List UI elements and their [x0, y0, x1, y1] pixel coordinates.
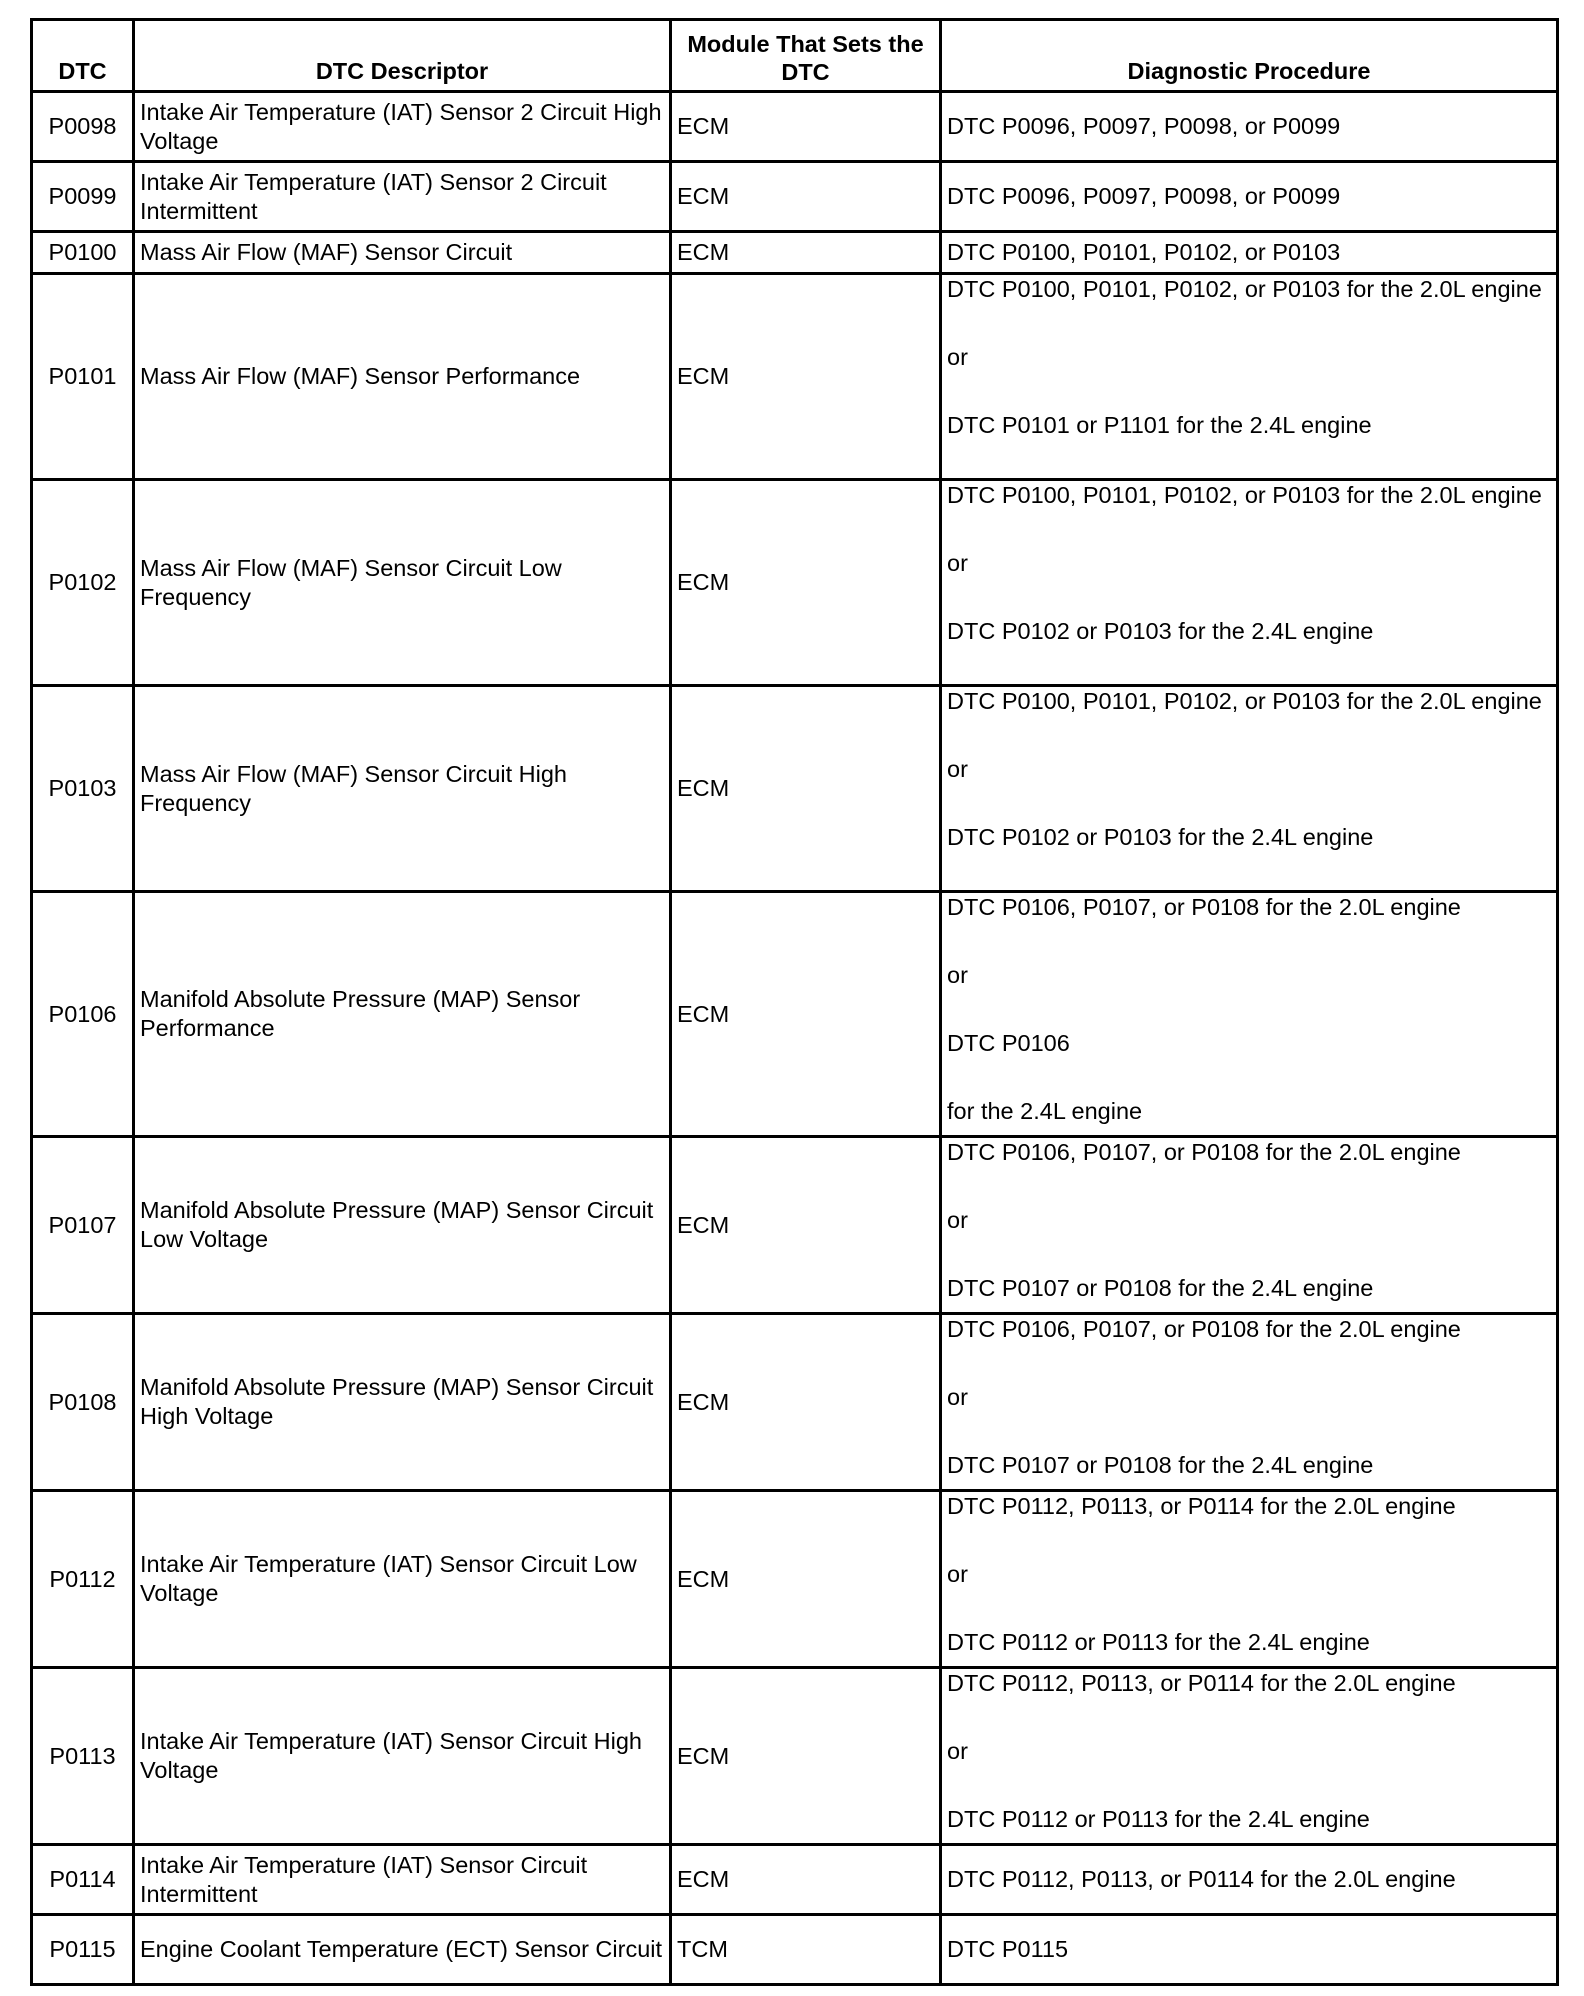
line-gap: [947, 304, 1551, 343]
module-name: ECM: [671, 480, 941, 686]
procedure-line: DTC P0100, P0101, P0102, or P0103: [947, 239, 1341, 265]
procedure-line: DTC P0106, P0107, or P0108 for the 2.0L engine: [947, 894, 1461, 920]
procedure-line: DTC P0107 or P0108 for the 2.4L engine: [947, 1275, 1374, 1301]
table-row: [32, 480, 1558, 686]
table-row: [32, 1491, 1558, 1668]
procedure-line: or: [947, 962, 968, 988]
diagnostic-procedure: [941, 92, 1558, 162]
table-row: [32, 232, 1558, 274]
module-name: ECM: [671, 686, 941, 892]
module-name: ECM: [671, 232, 941, 274]
module-name: ECM: [671, 92, 941, 162]
diagnostic-procedure: [941, 1668, 1558, 1845]
diagnostic-procedure: [941, 232, 1558, 274]
line-gap: [947, 510, 1551, 549]
procedure-line: DTC P0112, P0113, or P0114 for the 2.0L engine: [947, 1670, 1456, 1696]
table-row: [32, 686, 1558, 892]
line-gap: [947, 1521, 1551, 1560]
procedure-line: or: [947, 344, 968, 370]
dtc-descriptor: Manifold Absolute Pressure (MAP) Sensor Circuit High Voltage: [134, 1314, 671, 1491]
dtc-code: P0100: [32, 232, 134, 274]
dtc-descriptor: Mass Air Flow (MAF) Sensor Circuit High Frequency: [134, 686, 671, 892]
diagnostic-procedure: [941, 892, 1558, 1137]
table-row: [32, 892, 1558, 1137]
procedure-line: or: [947, 550, 968, 576]
dtc-descriptor: Intake Air Temperature (IAT) Sensor Circuit Intermittent: [134, 1845, 671, 1915]
dtc-code: P0112: [32, 1491, 134, 1668]
procedure-line: or: [947, 756, 968, 782]
dtc-code: P0102: [32, 480, 134, 686]
line-gap: [947, 1766, 1551, 1805]
diagnostic-procedure: [941, 1845, 1558, 1915]
diagnostic-procedure: [941, 274, 1558, 480]
dtc-code: P0107: [32, 1137, 134, 1314]
procedure-line: DTC P0112 or P0113 for the 2.4L engine: [947, 1806, 1370, 1832]
dtc-table: [30, 18, 1559, 1986]
table-body: [32, 92, 1558, 1985]
line-gap: [947, 1167, 1551, 1206]
diagnostic-procedure: [941, 1915, 1558, 1985]
line-gap: [947, 1589, 1551, 1628]
dtc-descriptor: Mass Air Flow (MAF) Sensor Performance: [134, 274, 671, 480]
line-gap: [947, 922, 1551, 961]
line-gap: [947, 1698, 1551, 1737]
procedure-line: or: [947, 1207, 968, 1233]
procedure-line: DTC P0112 or P0113 for the 2.4L engine: [947, 1629, 1370, 1655]
module-name: ECM: [671, 1314, 941, 1491]
procedure-line: DTC P0100, P0101, P0102, or P0103 for the 2.0L engine: [947, 688, 1542, 714]
procedure-line: or: [947, 1561, 968, 1587]
module-name: ECM: [671, 892, 941, 1137]
dtc-code: P0101: [32, 274, 134, 480]
header-dtc: DTC: [32, 20, 134, 92]
dtc-code: P0115: [32, 1915, 134, 1985]
diagnostic-procedure: [941, 480, 1558, 686]
dtc-descriptor: Mass Air Flow (MAF) Sensor Circuit: [134, 232, 671, 274]
diagnostic-procedure: [941, 1491, 1558, 1668]
procedure-line: or: [947, 1384, 968, 1410]
procedure-line: DTC P0100, P0101, P0102, or P0103 for the 2.0L engine: [947, 276, 1542, 302]
dtc-code: P0113: [32, 1668, 134, 1845]
dtc-descriptor: Mass Air Flow (MAF) Sensor Circuit Low Frequency: [134, 480, 671, 686]
line-gap: [947, 372, 1551, 411]
procedure-line: DTC P0096, P0097, P0098, or P0099: [947, 183, 1341, 209]
table-row: [32, 162, 1558, 232]
table-row: [32, 92, 1558, 162]
dtc-code: P0099: [32, 162, 134, 232]
module-name: ECM: [671, 1137, 941, 1314]
module-name: ECM: [671, 162, 941, 232]
line-gap: [947, 784, 1551, 823]
module-name: ECM: [671, 1491, 941, 1668]
line-gap: [947, 716, 1551, 755]
table-row: [32, 1668, 1558, 1845]
diagnostic-procedure: [941, 1314, 1558, 1491]
module-name: TCM: [671, 1915, 941, 1985]
procedure-line: DTC P0115: [947, 1936, 1069, 1962]
procedure-line: DTC P0106, P0107, or P0108 for the 2.0L engine: [947, 1139, 1461, 1165]
line-gap: [947, 1344, 1551, 1383]
diagnostic-procedure: [941, 1137, 1558, 1314]
dtc-code: P0114: [32, 1845, 134, 1915]
dtc-descriptor: Manifold Absolute Pressure (MAP) Sensor Circuit Low Voltage: [134, 1137, 671, 1314]
module-name: ECM: [671, 274, 941, 480]
module-name: ECM: [671, 1845, 941, 1915]
procedure-line: DTC P0096, P0097, P0098, or P0099: [947, 113, 1341, 139]
procedure-line: for the 2.4L engine: [947, 1098, 1143, 1124]
procedure-line: DTC P0102 or P0103 for the 2.4L engine: [947, 618, 1374, 644]
line-gap: [947, 1235, 1551, 1274]
dtc-code: P0098: [32, 92, 134, 162]
diagnostic-procedure: [941, 686, 1558, 892]
procedure-line: DTC P0101 or P1101 for the 2.4L engine: [947, 412, 1372, 438]
dtc-descriptor: Intake Air Temperature (IAT) Sensor 2 Circuit Intermittent: [134, 162, 671, 232]
procedure-line: DTC P0112, P0113, or P0114 for the 2.0L engine: [947, 1493, 1456, 1519]
line-gap: [947, 578, 1551, 617]
procedure-line: DTC P0107 or P0108 for the 2.4L engine: [947, 1452, 1374, 1478]
table-row: [32, 1137, 1558, 1314]
procedure-line: DTC P0106: [947, 1030, 1070, 1056]
dtc-descriptor: Engine Coolant Temperature (ECT) Sensor Circuit: [134, 1915, 671, 1985]
table-row: [32, 1845, 1558, 1915]
dtc-descriptor: Manifold Absolute Pressure (MAP) Sensor Performance: [134, 892, 671, 1137]
line-gap: [947, 1412, 1551, 1451]
procedure-line: DTC P0112, P0113, or P0114 for the 2.0L engine: [947, 1866, 1456, 1892]
header-row: [32, 20, 1558, 92]
header-descriptor: DTC Descriptor: [134, 20, 671, 92]
table-row: [32, 274, 1558, 480]
dtc-code: P0103: [32, 686, 134, 892]
procedure-line: DTC P0100, P0101, P0102, or P0103 for the 2.0L engine: [947, 482, 1542, 508]
dtc-descriptor: Intake Air Temperature (IAT) Sensor Circuit High Voltage: [134, 1668, 671, 1845]
procedure-line: DTC P0106, P0107, or P0108 for the 2.0L engine: [947, 1316, 1461, 1342]
dtc-descriptor: Intake Air Temperature (IAT) Sensor Circuit Low Voltage: [134, 1491, 671, 1668]
dtc-code: P0108: [32, 1314, 134, 1491]
line-gap: [947, 1058, 1551, 1097]
header-module: Module That Sets the DTC: [671, 20, 941, 92]
diagnostic-procedure: [941, 162, 1558, 232]
procedure-line: DTC P0102 or P0103 for the 2.4L engine: [947, 824, 1374, 850]
header-procedure: Diagnostic Procedure: [941, 20, 1558, 92]
table-row: [32, 1915, 1558, 1985]
dtc-descriptor: Intake Air Temperature (IAT) Sensor 2 Circuit High Voltage: [134, 92, 671, 162]
line-gap: [947, 990, 1551, 1029]
procedure-line: or: [947, 1738, 968, 1764]
table-row: [32, 1314, 1558, 1491]
dtc-code: P0106: [32, 892, 134, 1137]
module-name: ECM: [671, 1668, 941, 1845]
